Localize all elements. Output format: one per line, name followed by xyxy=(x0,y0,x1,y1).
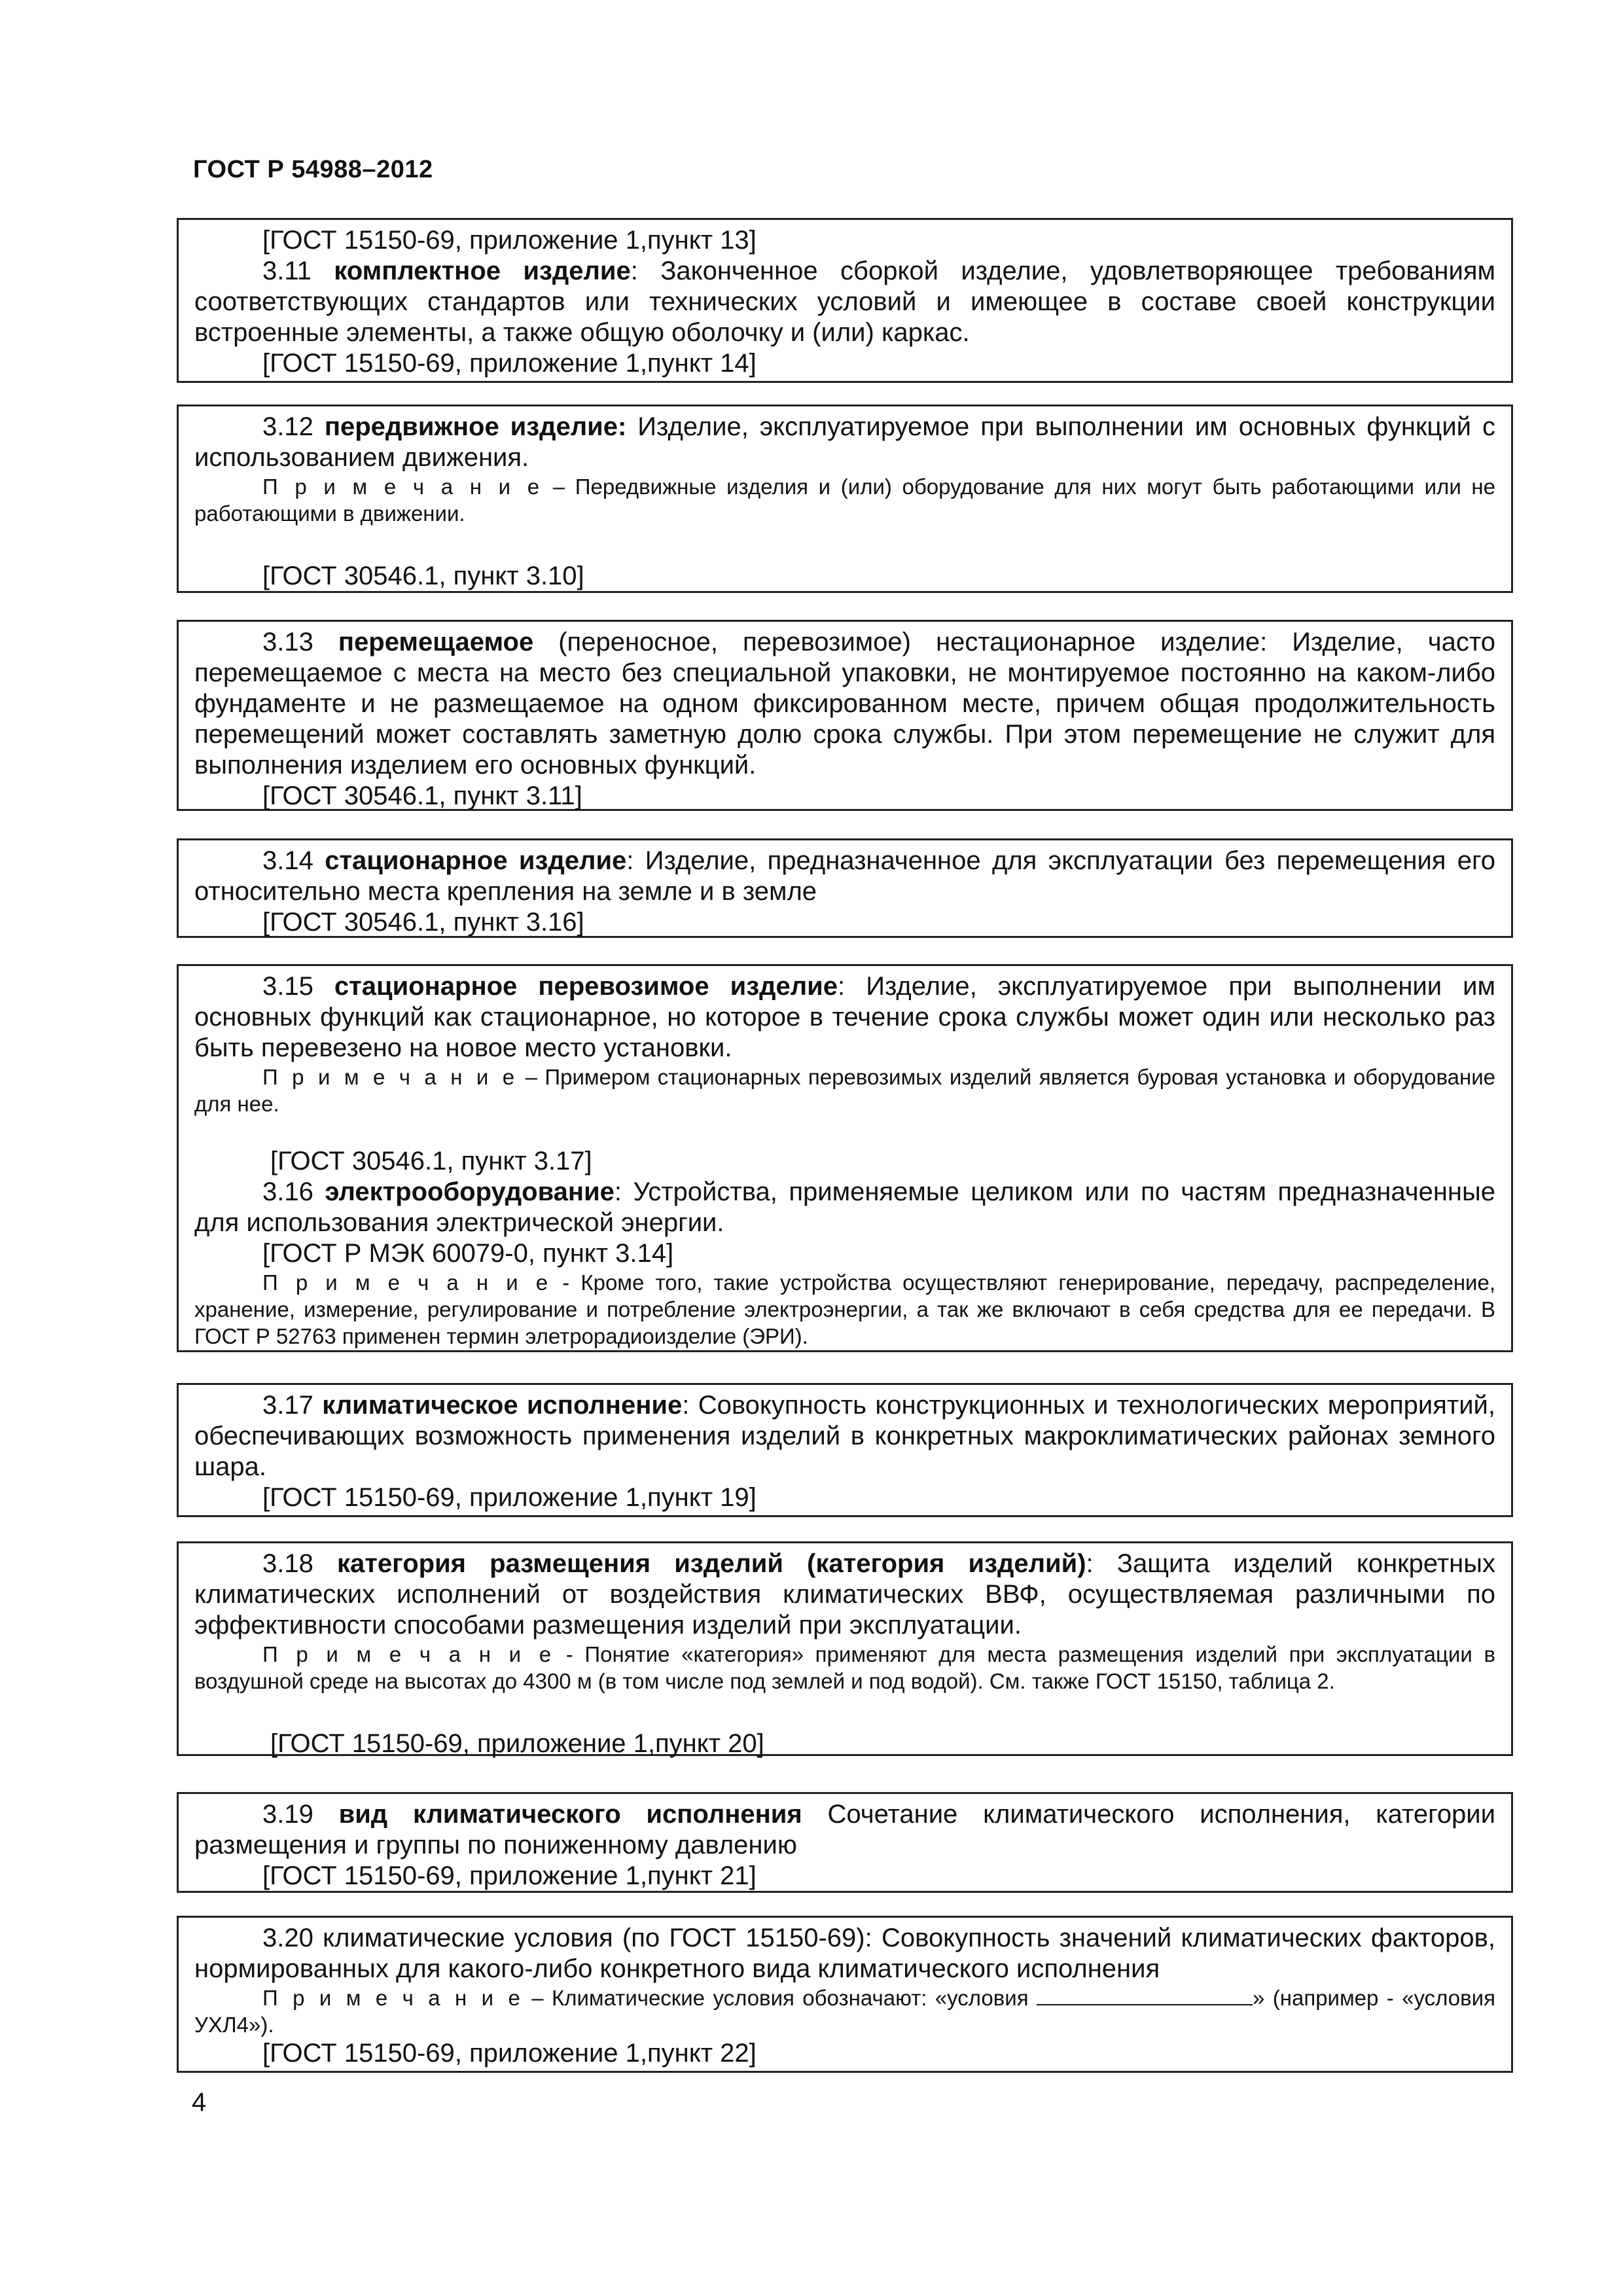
note-label: П р и м е ч а н и е xyxy=(262,1642,555,1666)
note xyxy=(194,1064,1495,1117)
term-definition xyxy=(194,846,1495,907)
definition-text: Изделие, эксплуатируемое при выполнении им основных функций с использованием движения. xyxy=(194,412,1495,472)
reference: [ГОСТ Р МЭК 60079-0, пункт 3.14] xyxy=(262,1239,674,1268)
reference: [ГОСТ 30546.1, пункт 3.10] xyxy=(262,562,584,590)
reference: [ГОСТ 30546.1, пункт 3.11] xyxy=(262,781,582,810)
reference: [ГОСТ 15150-69, приложение 1,пункт 20] xyxy=(270,1729,764,1758)
reference: [ГОСТ 15150-69, приложение 1,пункт 19] xyxy=(262,1483,757,1512)
entry-box-3-14 xyxy=(177,838,1513,938)
definition-text: : Изделие, предназначенное для эксплуатации без перемещения его относительно места крепления на земле и в земле xyxy=(194,846,1495,906)
term-name: перемещаемое xyxy=(338,628,534,656)
term-definition xyxy=(194,412,1495,473)
note-label: П р и м е ч а н и е xyxy=(262,1986,524,2010)
term-number: 3.18 xyxy=(262,1549,313,1578)
entry-box-3-20 xyxy=(177,1916,1513,2073)
term-number: 3.13 xyxy=(262,628,313,656)
term-definition xyxy=(194,1177,1495,1238)
term-definition xyxy=(194,1549,1495,1641)
page-header: ГОСТ Р 54988–2012 xyxy=(193,156,433,183)
note-label: П р и м е ч а н и е xyxy=(262,475,543,499)
term-name: климатическое исполнение xyxy=(322,1391,683,1420)
term-number: 3.12 xyxy=(262,412,313,441)
note-text: - Понятие «категория» применяют для места размещения изделий при эксплуатации в воздушной среде на высотах до 4300 м (в том числе под землей и под водой). См. также ГОСТ 15150, таблица 2. xyxy=(194,1642,1495,1693)
note-text: – Передвижные изделия и (или) оборудование для них могут быть работающими или не работающими в движении. xyxy=(194,475,1495,526)
definition-text: : Защита изделий конкретных климатических исполнений от воздействия климатических ВВФ, осуществляемая различными по эффективности способами размещения изделий при эксплуатации. xyxy=(194,1549,1495,1640)
entry-box-3-19 xyxy=(177,1792,1513,1893)
term-number: 3.19 xyxy=(262,1800,313,1829)
definition-text: : Совокупность конструкционных и технологических мероприятий, обеспечивающих возможность применения изделий в конкретных макроклиматических районах земного шара. xyxy=(194,1391,1495,1481)
term-number: 3.14 xyxy=(262,846,313,875)
note-text: – Климатические условия обозначают: «условия xyxy=(523,1986,1037,2010)
reference: [ГОСТ 15150-69, приложение 1,пункт 13] xyxy=(262,226,757,255)
term-number: 3.11 xyxy=(262,257,312,285)
term-name: комплектное изделие xyxy=(334,257,631,285)
term-definition xyxy=(194,1390,1495,1482)
term-definition xyxy=(194,627,1495,781)
term-name: электрооборудование xyxy=(325,1177,615,1206)
entry-box-3-12 xyxy=(177,404,1513,593)
entry-box-3-11 xyxy=(177,218,1513,383)
reference: [ГОСТ 15150-69, приложение 1,пункт 14] xyxy=(262,349,757,378)
note-text: » (например - «условия УХЛ4»). xyxy=(194,1986,1495,2037)
term-definition xyxy=(194,1923,1495,1984)
definition-text: климатические условия (по ГОСТ 15150-69): Совокупность значений климатических факторов, нормированных для какого-либо конкретного вида климатического исполнения xyxy=(194,1924,1495,1983)
term-number: 3.17 xyxy=(262,1391,313,1420)
page-number: 4 xyxy=(192,2088,207,2117)
term-definition xyxy=(194,256,1495,348)
term-definition xyxy=(194,971,1495,1064)
reference: [ГОСТ 15150-69, приложение 1,пункт 22] xyxy=(262,2039,757,2068)
entry-box-3-13 xyxy=(177,620,1513,811)
term-name: стационарное изделие xyxy=(325,846,627,875)
note xyxy=(194,1984,1495,2038)
definition-text: : Изделие, эксплуатируемое при выполнении им основных функций как стационарное, но которое в течение срока службы может один или несколько раз быть перевезено на новое место установки. xyxy=(194,972,1496,1062)
entry-box-3-15 xyxy=(177,964,1513,1352)
term-number: 3.16 xyxy=(262,1177,313,1206)
term-name: категория размещения изделий (категория изделий) xyxy=(336,1549,1086,1578)
note-text: – Примером стационарных перевозимых изделий является буровая установка и оборудование для нее. xyxy=(194,1065,1495,1116)
note-label: П р и м е ч а н и е xyxy=(262,1065,518,1089)
entry-box-3-17 xyxy=(177,1383,1513,1517)
definition-text: : Устройства, применяемые целиком или по частям предназначенные для использования электрической энергии. xyxy=(194,1177,1495,1237)
definition-text: Сочетание климатического исполнения, категории размещения и группы по пониженному давлению xyxy=(194,1800,1495,1859)
term-definition xyxy=(194,1799,1495,1861)
reference: [ГОСТ 15150-69, приложение 1,пункт 21] xyxy=(262,1861,757,1890)
term-number: 3.20 xyxy=(262,1924,313,1952)
definition-text: : Законченное сборкой изделие, удовлетворяющее требованиям соответствующих стандартов или технических условий и имеющее в составе своей конструкции встроенные элементы, а также общую оболочку и (или) каркас. xyxy=(194,257,1495,347)
definition-text: (переносное, перевозимое) нестационарное изделие: Изделие, часто перемещаемое с места на место без специальной упаковки, не монтируемое постоянно на каком-либо фундаменте и не размещаемое на одном фиксированном месте, причем общая продолжительность перемещений может составлять заметную долю срока службы. При этом перемещение не служит для выполнения изделием его основных функций. xyxy=(194,628,1495,780)
term-name: стационарное перевозимое изделие xyxy=(334,972,838,1001)
term-name: вид климатического исполнения xyxy=(338,1800,802,1829)
term-name: передвижное изделие: xyxy=(324,412,627,441)
blank-underline xyxy=(1037,1984,1253,2005)
note xyxy=(194,1269,1495,1350)
reference: [ГОСТ 30546.1, пункт 3.17] xyxy=(270,1147,592,1175)
note-text: - Кроме того, такие устройства осуществляют генерирование, передачу, распределение, хранение, измерение, регулирование и потребление электроэнергии, а так же включают в себя средства для ее передачи. В ГОСТ Р 52763 применен термин элетрорадиоизделие (ЭРИ). xyxy=(194,1270,1495,1348)
note xyxy=(194,473,1495,527)
note xyxy=(194,1641,1495,1695)
reference: [ГОСТ 30546.1, пункт 3.16] xyxy=(262,908,584,937)
note-label: П р и м е ч а н и е xyxy=(262,1270,552,1295)
entry-box-3-18 xyxy=(177,1541,1513,1756)
term-number: 3.15 xyxy=(262,972,313,1001)
